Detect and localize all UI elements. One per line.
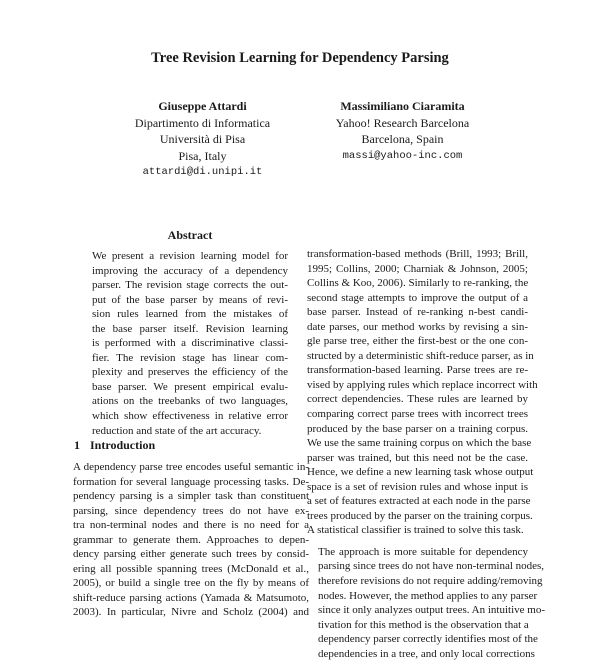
text-line: grammar to generate them. Approaches to depen- [73,533,309,546]
text-line: which show effectiveness in relative error [92,410,288,423]
text-line: A dependency parse tree encodes useful semantic in- [73,461,309,473]
text-line: vised by applying rules which replace incorrect with [307,378,538,391]
text-line: transformation-based methods (Brill, 1993; Brill, [307,248,528,260]
text-line: ations on the treebanks of two languages, [92,395,288,408]
author-affiliation-line: Pisa, Italy [178,148,227,163]
text-line: second stage attempts to improve the output of a [307,291,528,304]
text-line: shift-reduce parsing actions (Yamada & Matsumoto, [73,591,309,604]
author-name: Massimiliano Ciaramita [340,99,465,113]
author-email: attardi@di.unipi.it [142,166,263,178]
right-column-paragraph [307,247,538,538]
section-title: Introduction [90,438,156,452]
text-line: formation for several language processing tasks. De- [73,475,309,488]
text-line: ering all possible spanning trees (McDonald et al., [73,562,309,575]
text-line: parser. The revision stage corrects the out- [92,279,288,292]
text-line: We use the same training corpus on which the base [307,437,532,450]
text-line: since it only analyzes output trees. An intuitive mo- [318,604,545,617]
author-affiliation-line: Yahoo! Research Barcelona [335,115,470,130]
text-line: gle parse tree, either the first-best or the one con- [307,335,528,348]
author-name: Giuseppe Attardi [158,99,247,113]
text-line: dependency parser correctly identifies most of the [318,633,538,646]
text-line: produced by the base parser on a training corpus. [307,422,528,435]
text-line: base parser. Instead of re-ranking n-best candi- [307,306,528,319]
section-number: 1 [74,438,80,452]
text-line: dency parsing either generate such trees by consid- [73,548,309,561]
right-column-paragraph [307,545,545,661]
text-line: a set of features extracted at each node in the parse [307,495,531,508]
text-line: parsing, since dependency trees do not have ex- [73,504,309,517]
abstract-body [92,249,288,438]
text-line: fier. The revision stage has linear com- [92,351,288,364]
author-affiliation-line: Università di Pisa [159,132,246,146]
text-line: the base parser itself. Revision learning [92,322,288,335]
author-affiliation-line: Dipartimento di Informatica [134,115,271,130]
text-line: dependencies in a tree, and only local corrections [318,647,535,660]
text-line: We present a revision learning model for [92,250,288,262]
text-line: 2003). In particular, Nivre and Scholz (2004) and [73,606,309,619]
text-line: trees produced by the parser on the training corpus. [307,509,533,522]
text-line: is performed with a discriminative classi- [92,337,288,350]
author-block-2 [320,98,485,164]
text-line: A statistical classifier is trained to solve this task. [307,524,524,537]
text-line: parsing since trees do not have non-terminal nodes, [318,560,545,573]
text-line: correct dependencies. These rules are learned by [307,393,528,406]
text-line: pendency parsing is a simpler task than constituent [73,490,309,503]
text-line: put of the base parser by means of revi- [92,293,288,306]
text-line: The approach is more suitable for dependency [318,545,528,558]
text-line: space is a set of revision rules and whose input is [307,480,528,493]
text-line: Hence, we define a new learning task whose output [307,466,534,479]
paper-title: Tree Revision Learning for Dependency Parsing [151,50,449,66]
text-line: parser was trained, but this need not be the case. [307,451,528,464]
text-line: tivation for this method is the observation that a [318,618,529,631]
text-line: 2005), or build a single tree on the fly by means of [73,577,309,590]
text-line: transformation-based learning. Parse trees are re- [307,364,528,377]
section-heading [74,438,155,453]
author-affiliation-line: Barcelona, Spain [361,132,444,146]
text-line: base parser. We present empirical evalu- [92,380,288,393]
abstract-heading: Abstract [167,228,213,242]
author-block-1 [125,98,280,181]
text-line: 1995; Collins, 2000; Charniak & Johnson, 2005; [307,262,528,275]
author-email: massi@yahoo-inc.com [342,149,463,162]
text-line: tra non-terminal nodes and there is no need for a [73,519,309,532]
text-line: sion rules learned from the mistakes of [92,308,288,321]
text-line: date parses, our method works by revising a sin- [307,320,528,333]
text-line: plexity and preserves the efficiency of the [92,366,288,379]
text-line: improving the accuracy of a dependency [92,264,288,277]
text-line: nodes. However, the method applies to any parser [318,589,538,602]
text-line: structed by a deterministic shift-reduce parser, as in [307,349,534,362]
text-line: reduction and state of the art accuracy. [92,424,262,437]
introduction-body [73,460,309,620]
right-column [307,247,545,661]
text-line: comparing correct parse trees with incorrect trees [307,408,528,421]
text-line: Collins & Koo, 2006). Similarly to re-ranking, the [307,277,529,290]
text-line: therefore revisions do not require adding/removing [318,575,543,588]
